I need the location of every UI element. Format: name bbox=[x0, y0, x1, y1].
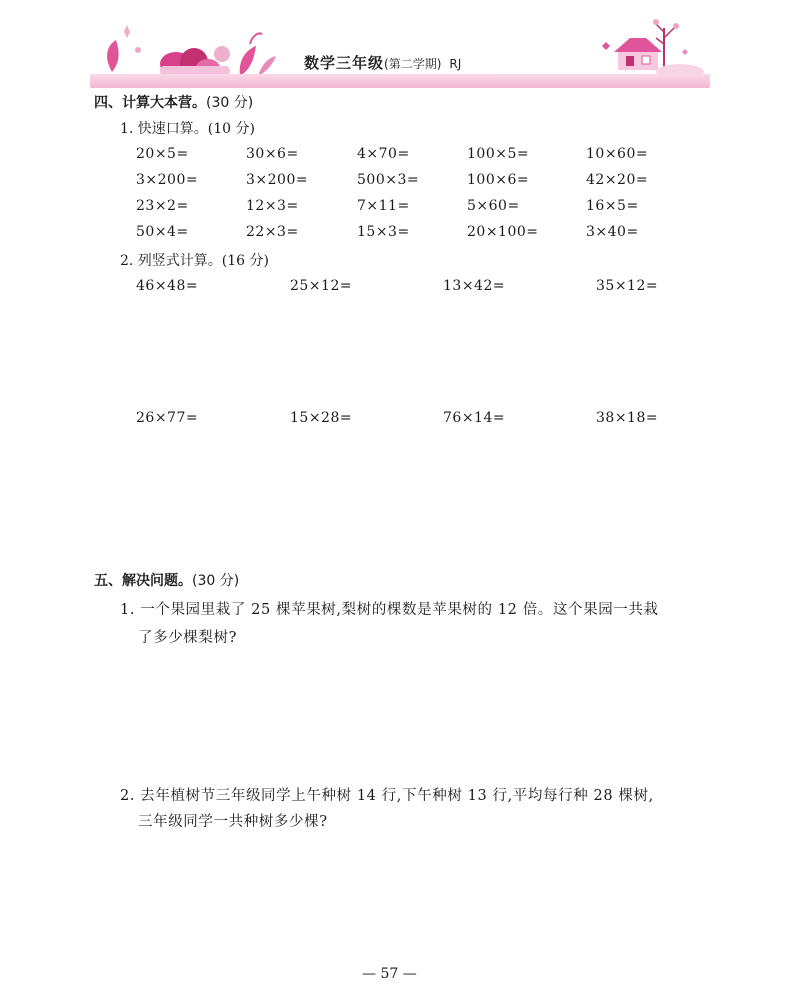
vertical-calc-item: 13×42= bbox=[443, 278, 506, 294]
vertical-calc-item: 46×48= bbox=[136, 278, 199, 294]
header-title bbox=[304, 52, 461, 73]
mental-math-item: 3×40= bbox=[586, 224, 639, 240]
mental-math-item: 50×4= bbox=[136, 224, 189, 240]
vertical-calc-item: 76×14= bbox=[443, 410, 506, 426]
mental-math-item: 42×20= bbox=[586, 172, 649, 188]
problem-1-line2: 了多少棵梨树? bbox=[138, 630, 237, 646]
mental-math-item: 3×200= bbox=[246, 172, 309, 188]
mental-math-item: 100×5= bbox=[467, 146, 530, 162]
section4-points: (30 分) bbox=[206, 95, 254, 111]
mental-math-item: 7×11= bbox=[357, 198, 410, 214]
section4-part2-title: 2. 列竖式计算。(16 分) bbox=[120, 253, 269, 269]
mental-math-item: 15×3= bbox=[357, 224, 410, 240]
vertical-calc-item: 35×12= bbox=[596, 278, 659, 294]
mental-math-item: 3×200= bbox=[136, 172, 199, 188]
problem-2-line2: 三年级同学一共种树多少棵? bbox=[138, 814, 328, 830]
mental-math-item: 100×6= bbox=[467, 172, 530, 188]
section5-title-text: 五、解决问题。 bbox=[94, 573, 192, 589]
section4-title bbox=[94, 92, 253, 112]
mental-math-item: 22×3= bbox=[246, 224, 299, 240]
mental-math-item: 16×5= bbox=[586, 198, 639, 214]
problem-1-line1: 1. 一个果园里栽了 25 棵苹果树,梨树的棵数是苹果树的 12 倍。这个果园一共栽 bbox=[120, 602, 659, 618]
vertical-calc-item: 38×18= bbox=[596, 410, 659, 426]
section4-title-text: 四、计算大本营。 bbox=[94, 95, 206, 111]
mental-math-item: 5×60= bbox=[467, 198, 520, 214]
mental-math-item: 10×60= bbox=[586, 146, 649, 162]
vertical-calc-item: 25×12= bbox=[290, 278, 353, 294]
mental-math-item: 20×5= bbox=[136, 146, 189, 162]
book-edition: RJ bbox=[449, 57, 462, 71]
section5-title bbox=[94, 570, 239, 590]
mental-math-item: 12×3= bbox=[246, 198, 299, 214]
mental-math-item: 23×2= bbox=[136, 198, 189, 214]
page-number: — 57 — bbox=[362, 966, 417, 982]
mental-math-item: 4×70= bbox=[357, 146, 410, 162]
vertical-calc-item: 15×28= bbox=[290, 410, 353, 426]
mental-math-item: 20×100= bbox=[467, 224, 539, 240]
mental-math-item: 30×6= bbox=[246, 146, 299, 162]
page-header bbox=[90, 10, 710, 90]
section5-points: (30 分) bbox=[192, 573, 240, 589]
header-band bbox=[90, 74, 710, 88]
book-subtitle: (第二学期) bbox=[384, 57, 442, 71]
section4-part1-title: 1. 快速口算。(10 分) bbox=[120, 121, 255, 137]
problem-2-line1: 2. 去年植树节三年级同学上午种树 14 行,下午种树 13 行,平均每行种 28 棵树, bbox=[120, 788, 654, 804]
mental-math-item: 500×3= bbox=[357, 172, 420, 188]
book-title: 数学三年级 bbox=[304, 54, 385, 72]
vertical-calc-item: 26×77= bbox=[136, 410, 199, 426]
